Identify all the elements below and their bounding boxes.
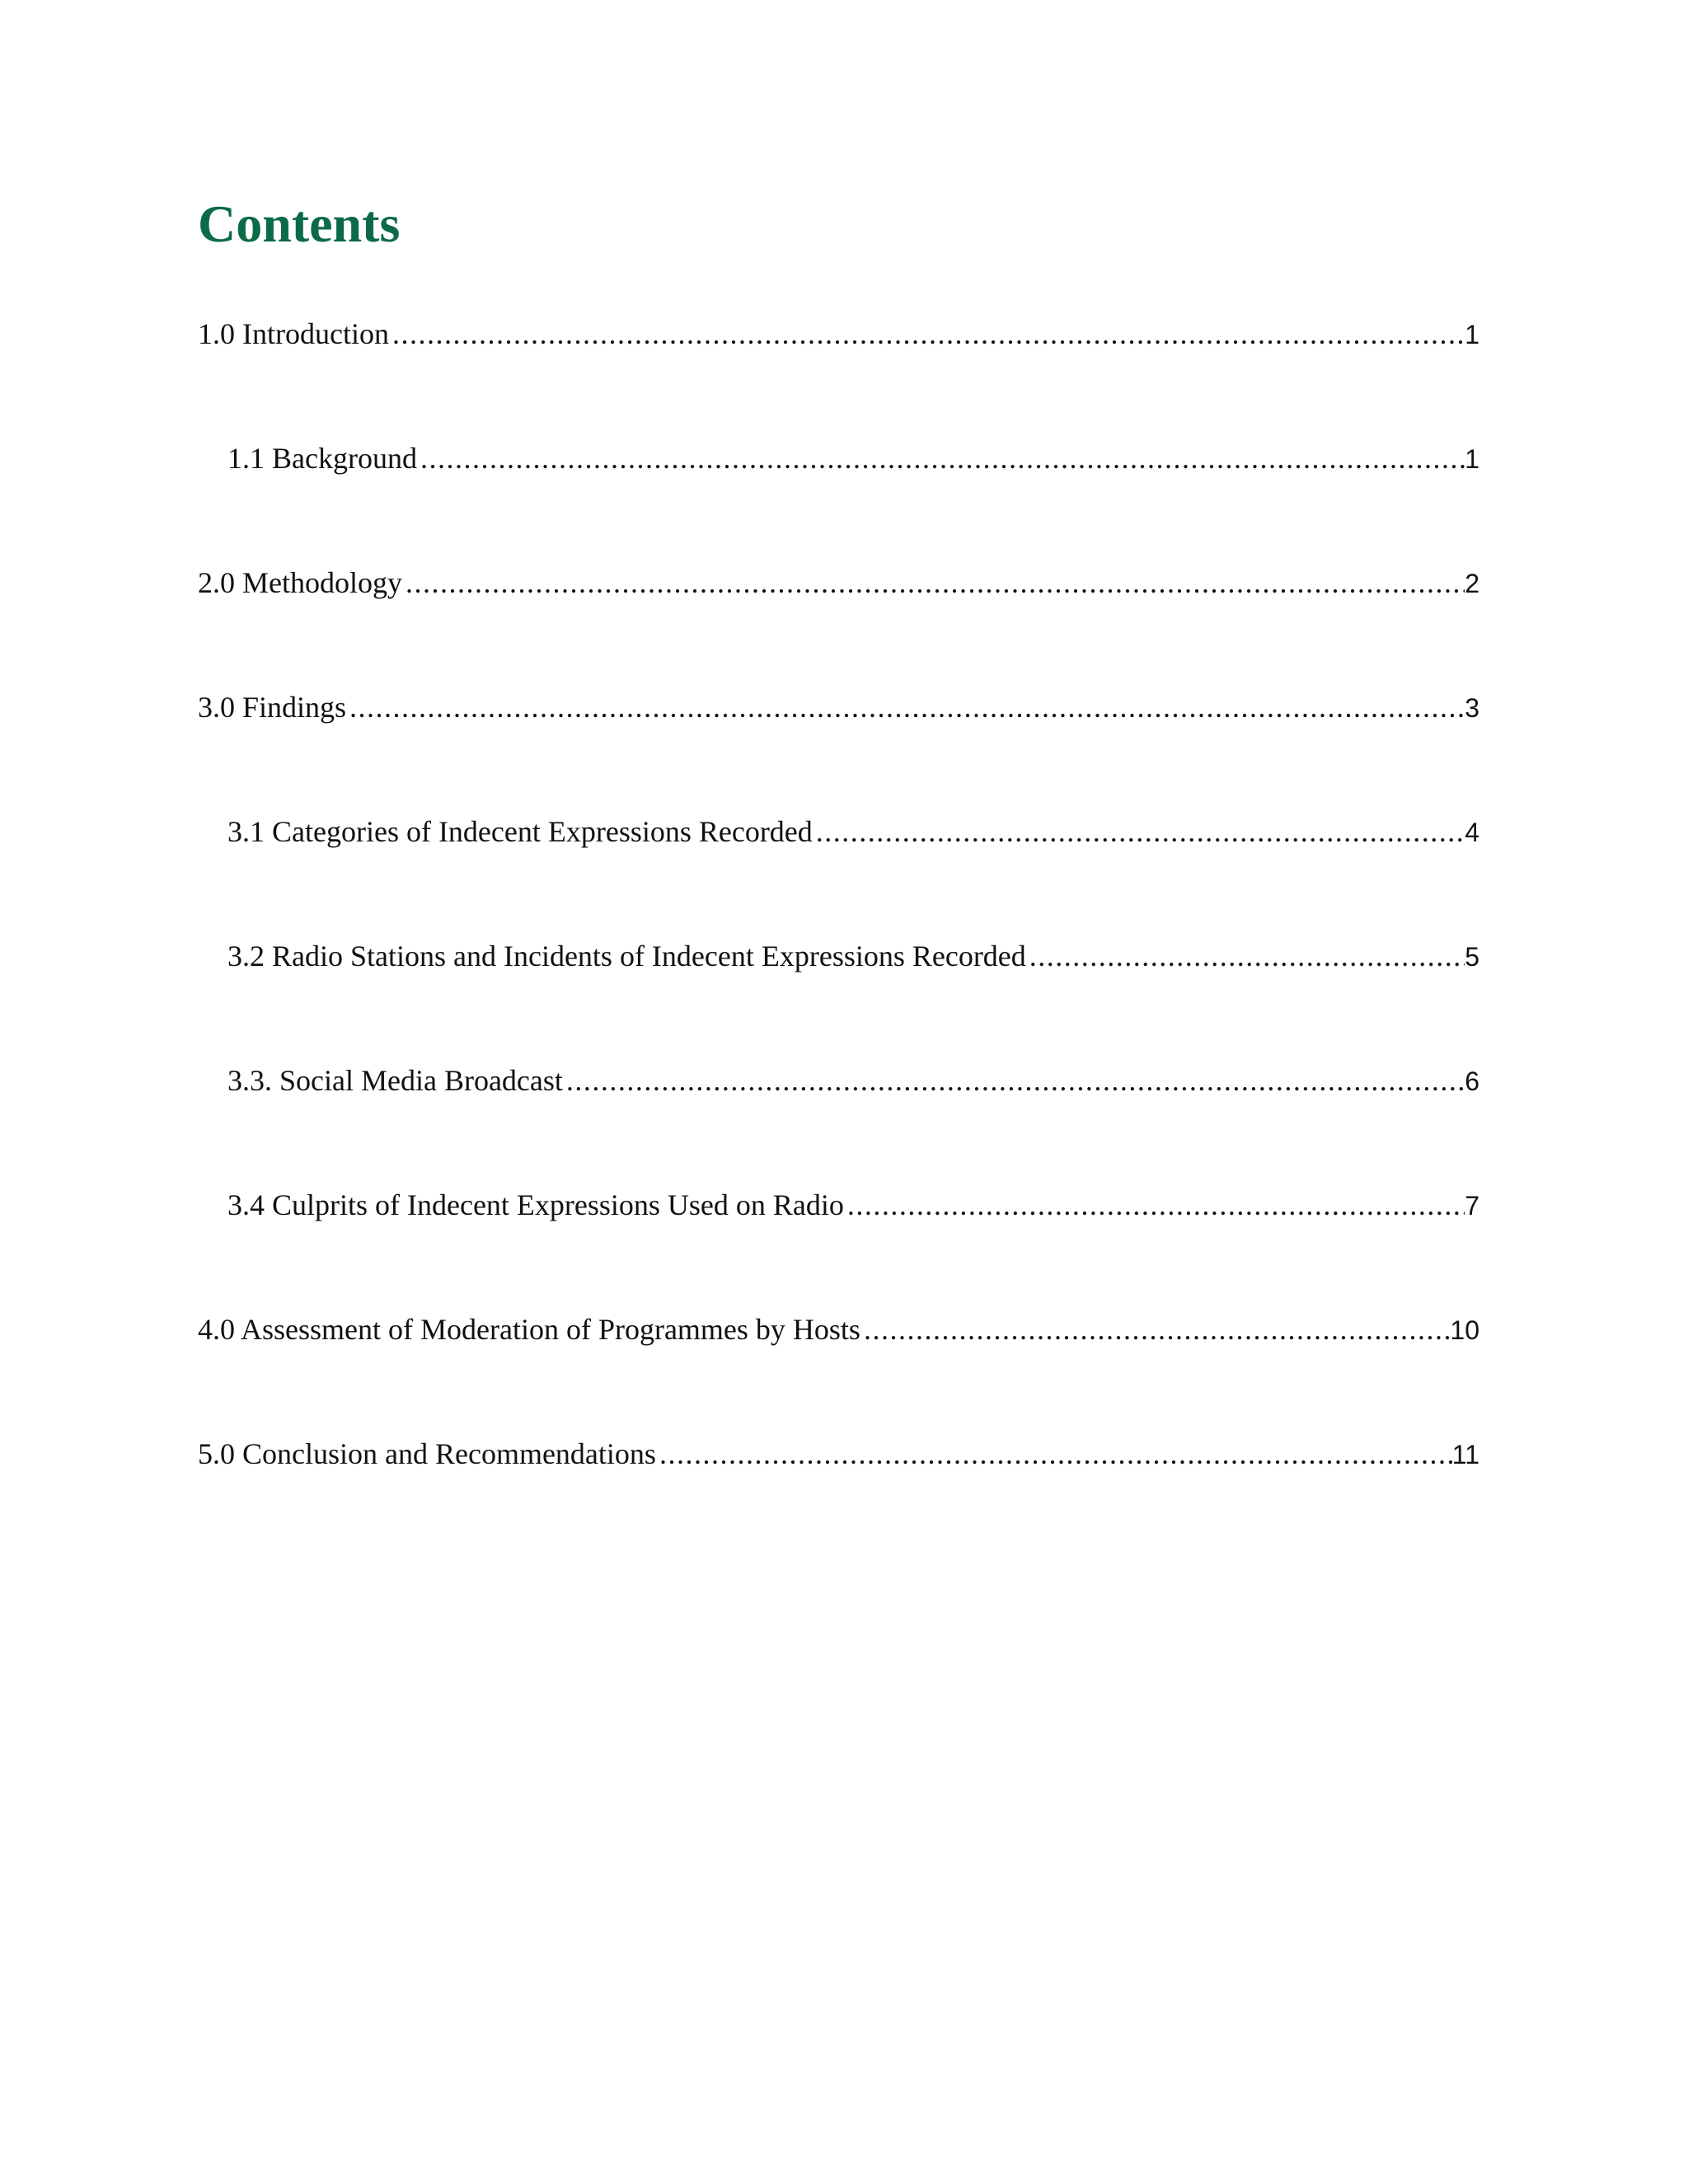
- toc-entry-findings[interactable]: [198, 687, 1479, 728]
- toc-entry-label[interactable]: 3.4 Culprits of Indecent Expressions Used on Radio: [227, 1188, 844, 1221]
- dot-leader: [860, 1309, 1450, 1350]
- toc-entry-label[interactable]: 3.2 Radio Stations and Incidents of Indecent Expressions Recorded: [227, 940, 1026, 972]
- toc-entry-label[interactable]: 1.0 Introduction: [198, 317, 389, 350]
- toc-entry-page-number[interactable]: 3: [1465, 693, 1479, 723]
- toc-entry-background[interactable]: [227, 438, 1479, 479]
- toc-entry-page-number[interactable]: 5: [1465, 942, 1479, 972]
- toc-entry-radio-stations[interactable]: [227, 935, 1479, 977]
- dot-leader: [389, 313, 1465, 354]
- toc-entry-introduction[interactable]: [198, 313, 1479, 354]
- toc-entry-assessment[interactable]: [198, 1309, 1479, 1350]
- toc-entry-label[interactable]: 1.1 Background: [227, 442, 417, 475]
- toc-entry-page-number[interactable]: 11: [1451, 1440, 1479, 1469]
- toc-heading: Contents: [198, 194, 401, 253]
- toc-entry-page-number[interactable]: 1: [1465, 444, 1479, 474]
- toc-entry-page-number[interactable]: 10: [1450, 1315, 1479, 1345]
- dot-leader: [1026, 935, 1465, 977]
- dot-leader: [402, 562, 1465, 603]
- dot-leader: [656, 1433, 1452, 1474]
- toc-entry-label[interactable]: 2.0 Methodology: [198, 566, 402, 599]
- toc-entry-page-number[interactable]: 2: [1465, 569, 1479, 598]
- dot-leader: [563, 1060, 1465, 1101]
- toc-entry-label[interactable]: 4.0 Assessment of Moderation of Programmes by Hosts: [198, 1313, 860, 1346]
- toc-entry-page-number[interactable]: 7: [1465, 1191, 1479, 1221]
- toc-entry-label[interactable]: 3.0 Findings: [198, 691, 347, 724]
- dot-leader: [813, 811, 1465, 852]
- toc-entry-page-number[interactable]: 6: [1465, 1066, 1479, 1096]
- toc-entry-conclusion[interactable]: [198, 1433, 1479, 1474]
- dot-leader: [844, 1184, 1465, 1226]
- dot-leader: [417, 438, 1465, 479]
- toc-entry-page-number[interactable]: 4: [1465, 818, 1479, 847]
- toc-entry-label[interactable]: 5.0 Conclusion and Recommendations: [198, 1437, 656, 1470]
- dot-leader: [346, 687, 1465, 728]
- toc-entry-label[interactable]: 3.1 Categories of Indecent Expressions Recorded: [227, 815, 813, 848]
- toc-entry-label[interactable]: 3.3. Social Media Broadcast: [227, 1064, 563, 1097]
- toc-entry-categories[interactable]: [227, 811, 1479, 852]
- toc-entry-social-media[interactable]: [227, 1060, 1479, 1101]
- toc-entry-page-number[interactable]: 1: [1465, 320, 1479, 349]
- toc-entry-culprits[interactable]: [227, 1184, 1479, 1226]
- toc-entry-methodology[interactable]: [198, 562, 1479, 603]
